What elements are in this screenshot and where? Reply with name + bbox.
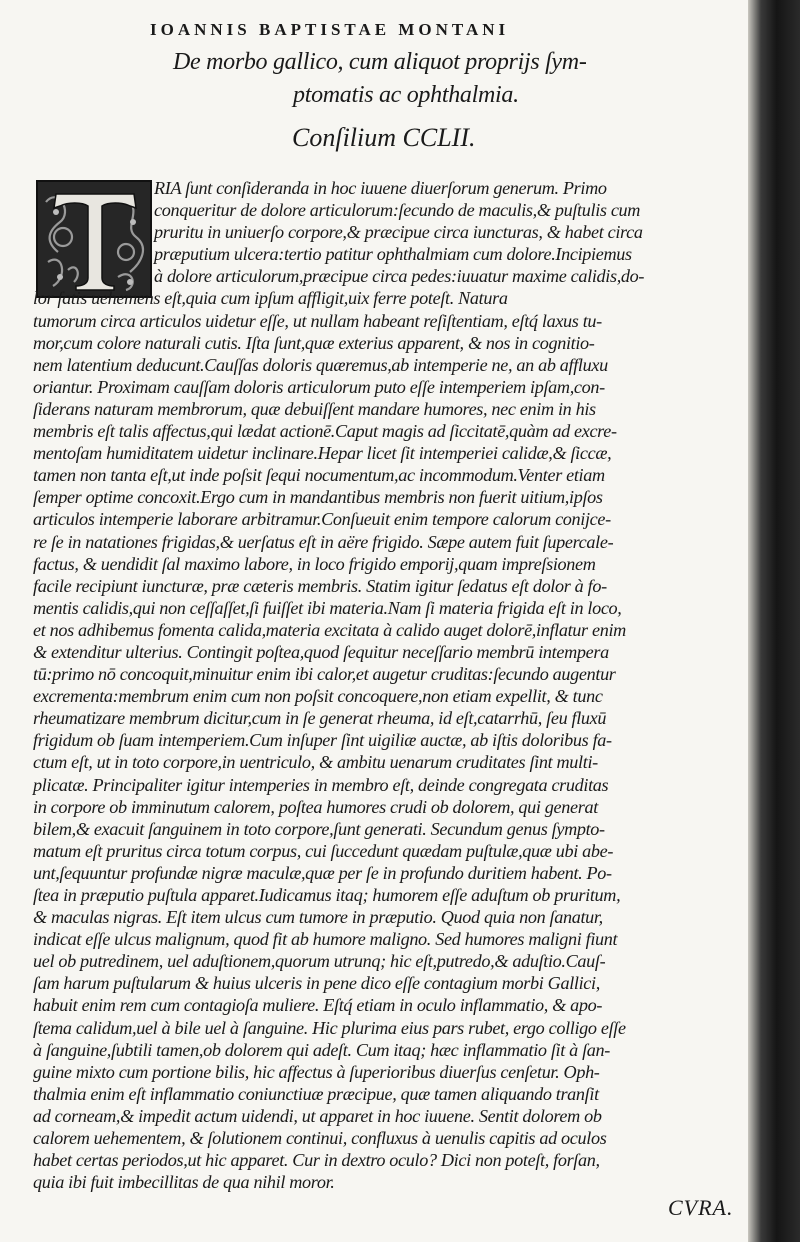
- text-line: quia ibi fuit imbecillitas de qua nihil moror.: [33, 1172, 335, 1193]
- text-line: nem latentium deducunt.Cauſſas doloris quæremus,ab intemperie ne, an ab affluxu: [33, 354, 608, 375]
- text-line: frigidum ob ſuam intemperiem.Cum inſuper ſint uigiliæ auctæ, ab iſtis doloribus fa-: [33, 730, 612, 751]
- text-line: calorem uehementem, & ſolutionem continui, confluxus à uenulis capitis ad oculos: [33, 1128, 607, 1149]
- text-line: ad corneam,& impedit actum uidendi, ut apparet in hoc iuuene. Sentit dolorem ob: [33, 1105, 602, 1126]
- text-line: bilem,& exacuit ſanguinem in toto corpore,ſunt generati. Secundum genus ſympto-: [33, 818, 605, 839]
- text-line: in corpore ob imminutum calorem, poſtea humores crudi ob dolorem, qui generat: [33, 796, 598, 817]
- text-line: ſiderans naturam membrorum, quæ debuiſſent mandare humores, nec enim in his: [33, 398, 596, 419]
- text-line: rheumatizare membrum dicitur,cum in ſe generat rheuma, id eſt,catarrhū, ſeu fluxū: [33, 708, 607, 729]
- text-line: ctum eſt, ut in toto corpore,in uentriculo, & ambitu uenarum cruditates ſint multi-: [33, 752, 598, 773]
- body-text: [33, 177, 753, 1193]
- text-line: guine mixto cum portione bilis, hic affectus à ſuperioribus diuerſus cenſetur. Oph-: [33, 1061, 600, 1082]
- text-line: matum eſt pruritus circa totum corpus, cui ſuccedunt quædam puſtulæ,quæ ubi abe-: [33, 840, 614, 861]
- text-line: RIA ſunt conſideranda in hoc iuuene diuerſorum generum. Primo: [154, 178, 607, 198]
- chapter-title-line-2: ptomatis ac ophthalmia.: [293, 82, 519, 108]
- chapter-title: [173, 46, 653, 112]
- text-line: articulos intemperie laborare arbitramur.Conſueuit enim tempore calorum conijce-: [33, 509, 611, 530]
- text-line: ſemper optime concoxit.Ergo cum in mandantibus membris non fuerit uitium,ipſos: [33, 487, 603, 508]
- running-head: IOANNIS BAPTISTAE MONTANI: [150, 20, 510, 39]
- text-line: et nos adhibemus fomenta calida,materia excitata à calido auget dolorē,inflatur enim: [33, 619, 626, 640]
- text-line: uel ob putredinem, uel aduſtionem,quorum utrunq; hic eſt,putredo,& aduſtio.Cauſ-: [33, 951, 606, 972]
- text-line: mentoſam humiditatem uidetur inclinare.Hepar licet ſit intemperiei calidæ,& ſiccæ,: [33, 443, 612, 464]
- text-line: lor ſatis uehemens eſt,quia cum ipſum affligit,uix ferre poteſt. Natura: [33, 288, 508, 309]
- text-line: re ſe in natationes frigidas,& uerſatus eſt in aëre frigido. Sæpe autem fuit ſupercale-: [33, 531, 614, 552]
- text-line: facile recipiunt iuncturæ, præ cæteris membris. Statim igitur ſedatus eſt dolor à fo-: [33, 575, 607, 596]
- text-line: habuit enim rem cum contagioſa muliere. Eſtq́ etiam in oculo inflammatio, & apo-: [33, 995, 603, 1016]
- text-line: indicat eſſe ulcus malignum, quod fit ab humore maligno. Sed humores maligni fiunt: [33, 929, 618, 950]
- text-line: unt,ſequuntur profundæ nigræ maculæ,quæ per ſe in profundo duritiem habent. Po-: [33, 862, 612, 883]
- text-line: à ſanguine,ſubtili tamen,ob dolorem qui adeſt. Cum itaq; hæc inflammatio ſit à ſan-: [33, 1039, 610, 1060]
- text-line: thalmia enim eſt inflammatio coniunctiuæ præcipue, quæ tamen aliquando tranſit: [33, 1083, 599, 1104]
- scan-edge: [748, 0, 800, 1242]
- text-line: mor,cum colore naturali cutis. Iſta ſunt,quæ exterius apparent, & nos in cognitio-: [33, 332, 595, 353]
- text-line: factus, & uendidit ſal maximo labore, in loco frigido emporij,quam impreſsionem: [33, 553, 596, 574]
- text-line: tumorum circa articulos uidetur eſſe, ut nullam habeant reſiſtentiam, eſtq́ laxus tu-: [33, 310, 602, 331]
- text-line: habet certas periodos,ut hic apparet. Cur in dextro oculo? Dici non poteſt, forſan,: [33, 1150, 600, 1171]
- text-line: mentis calidis,qui non ceſſaſſet,ſi fuiſſet ibi materia.Nam ſi materia frigida eſt in loco,: [33, 597, 622, 618]
- text-line: oriantur. Proximam cauſſam doloris articulorum puto eſſe intemperiem ipſam,con-: [33, 376, 605, 397]
- text-line: & extenditur ulterius. Contingit poſtea,quod ſequitur neceſſario membrū intempera: [33, 641, 609, 662]
- chapter-title-line-1: De morbo gallico, cum aliquot proprijs ſym-: [173, 49, 587, 75]
- catchword: CVRA.: [668, 1195, 734, 1220]
- text-line: tū:primo nō concoquit,minuitur enim ibi calor,et augetur cruditas:ſecundo augentur: [33, 664, 616, 685]
- text-line: membris eſt talis affectus,qui lædat actionē.Caput magis ad ſiccitatē,quàm ad excre-: [33, 421, 617, 442]
- text-line: excrementa:membrum enim cum non poſsit concoquere,non etiam expellit, & tunc: [33, 686, 603, 707]
- text-line: ſtema calidum,uel à bile uel à ſanguine. Hic plurima eius pars rubet, ergo colligo eſſe: [33, 1017, 626, 1038]
- text-line: præputium ulcera:tertio patitur ophthalmiam cum dolore.Incipiemus: [154, 244, 632, 265]
- text-line: pruritu in uniuerſo corpore,& præcipue circa iuncturas, & habet circa: [154, 222, 643, 243]
- text-line: ſam harum puſtularum & huius ulceris in pene dico eſſe contagium morbi Gallici,: [33, 973, 600, 994]
- text-line: conqueritur de dolore articulorum:ſecundo de maculis,& puſtulis cum: [154, 200, 641, 221]
- text-line: plicatæ. Principaliter igitur intemperies in membro eſt, deinde congregata cruditas: [33, 774, 609, 795]
- text-line: & maculas nigras. Eſt item ulcus cum tumore in præputio. Quod quia non ſanatur,: [33, 907, 603, 928]
- text-line: tamen non tanta eſt,ut inde poſsit ſequi nocumentum,ac incommodum.Venter etiam: [33, 465, 605, 486]
- section-heading: Conſilium CCLII.: [292, 123, 476, 152]
- text-line: ſtea in præputio puſtula apparet.Iudicamus itaq; humorem eſſe aduſtum ob pruritum,: [33, 885, 621, 905]
- text-line: à dolore articulorum,præcipue circa pedes:iuuatur maxime calidis,do-: [154, 266, 645, 287]
